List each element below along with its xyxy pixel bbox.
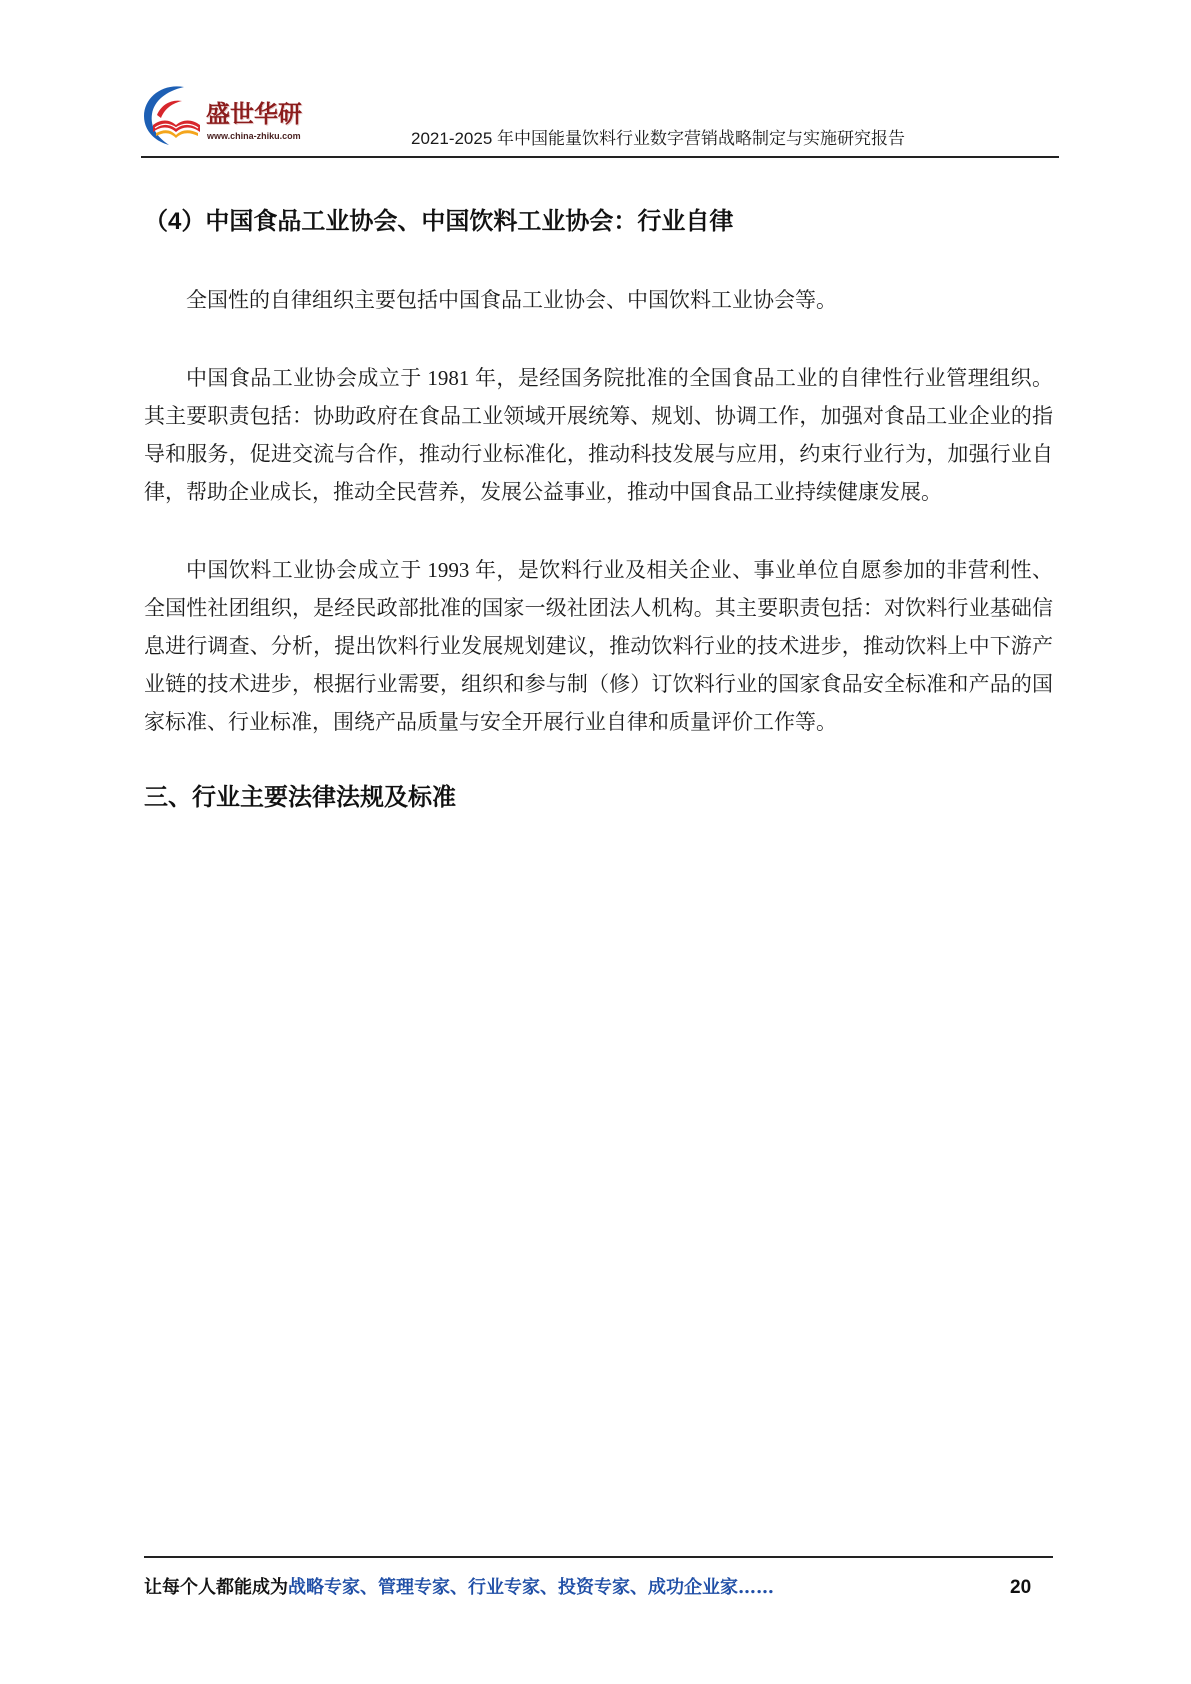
chapter-heading: 三、行业主要法律法规及标准	[144, 784, 456, 811]
paragraph-line: 导和服务，促进交流与合作，推动行业标准化，推动科技发展与应用，约束行业行为，加强行业自	[144, 442, 1053, 466]
paragraph	[144, 551, 1053, 741]
paragraph-line: 全国性的自律组织主要包括中国食品工业协会、中国饮料工业协会等。	[186, 288, 837, 312]
section-heading: （4）中国食品工业协会、中国饮料工业协会：行业自律	[144, 208, 734, 235]
footer-slogan	[144, 1576, 774, 1600]
logo-book-base	[156, 130, 198, 138]
paragraph	[144, 359, 1053, 511]
header-divider	[141, 156, 1059, 158]
paragraph-line: 中国饮料工业协会成立于 1993 年，是饮料行业及相关企业、事业单位自愿参加的非营利性、	[186, 558, 1053, 582]
paragraph-line: 息进行调查、分析，提出饮料行业发展规划建议，推动饮料行业的技术进步，推动饮料上中下游产	[144, 634, 1053, 658]
logo-red-arc	[157, 101, 182, 118]
footer-divider	[144, 1556, 1053, 1558]
paragraph-line: 业链的技术进步，根据行业需要，组织和参与制（修）订饮料行业的国家食品安全标准和产品的国	[144, 672, 1053, 696]
footer-slogan-highlight: 战略专家、管理专家、行业专家、投资专家、成功企业家……	[288, 1577, 774, 1598]
brand-name: 盛世华研	[206, 100, 302, 128]
page-number: 20	[1010, 1577, 1032, 1598]
paragraph-line: 全国性社团组织，是经民政部批准的国家一级社团法人机构。其主要职责包括：对饮料行业基础信	[144, 596, 1053, 620]
report-title: 2021-2025 年中国能量饮料行业数字营销战略制定与实施研究报告	[411, 129, 906, 148]
paragraph-line: 其主要职责包括：协助政府在食品工业领域开展统筹、规划、协调工作，加强对食品工业企业的指	[144, 404, 1053, 428]
company-logo-icon	[138, 82, 204, 148]
paragraph-line: 律，帮助企业成长，推动全民营养，发展公益事业，推动中国食品工业持续健康发展。	[144, 480, 942, 504]
brand-url: www.china-zhiku.com	[207, 131, 301, 141]
footer-slogan-prefix: 让每个人都能成为	[144, 1577, 288, 1598]
paragraph-line: 中国食品工业协会成立于 1981 年，是经国务院批准的全国食品工业的自律性行业管理组织。	[186, 366, 1053, 390]
paragraph	[144, 281, 1053, 319]
paragraph-line: 家标准、行业标准，围绕产品质量与安全开展行业自律和质量评价工作等。	[144, 710, 837, 734]
